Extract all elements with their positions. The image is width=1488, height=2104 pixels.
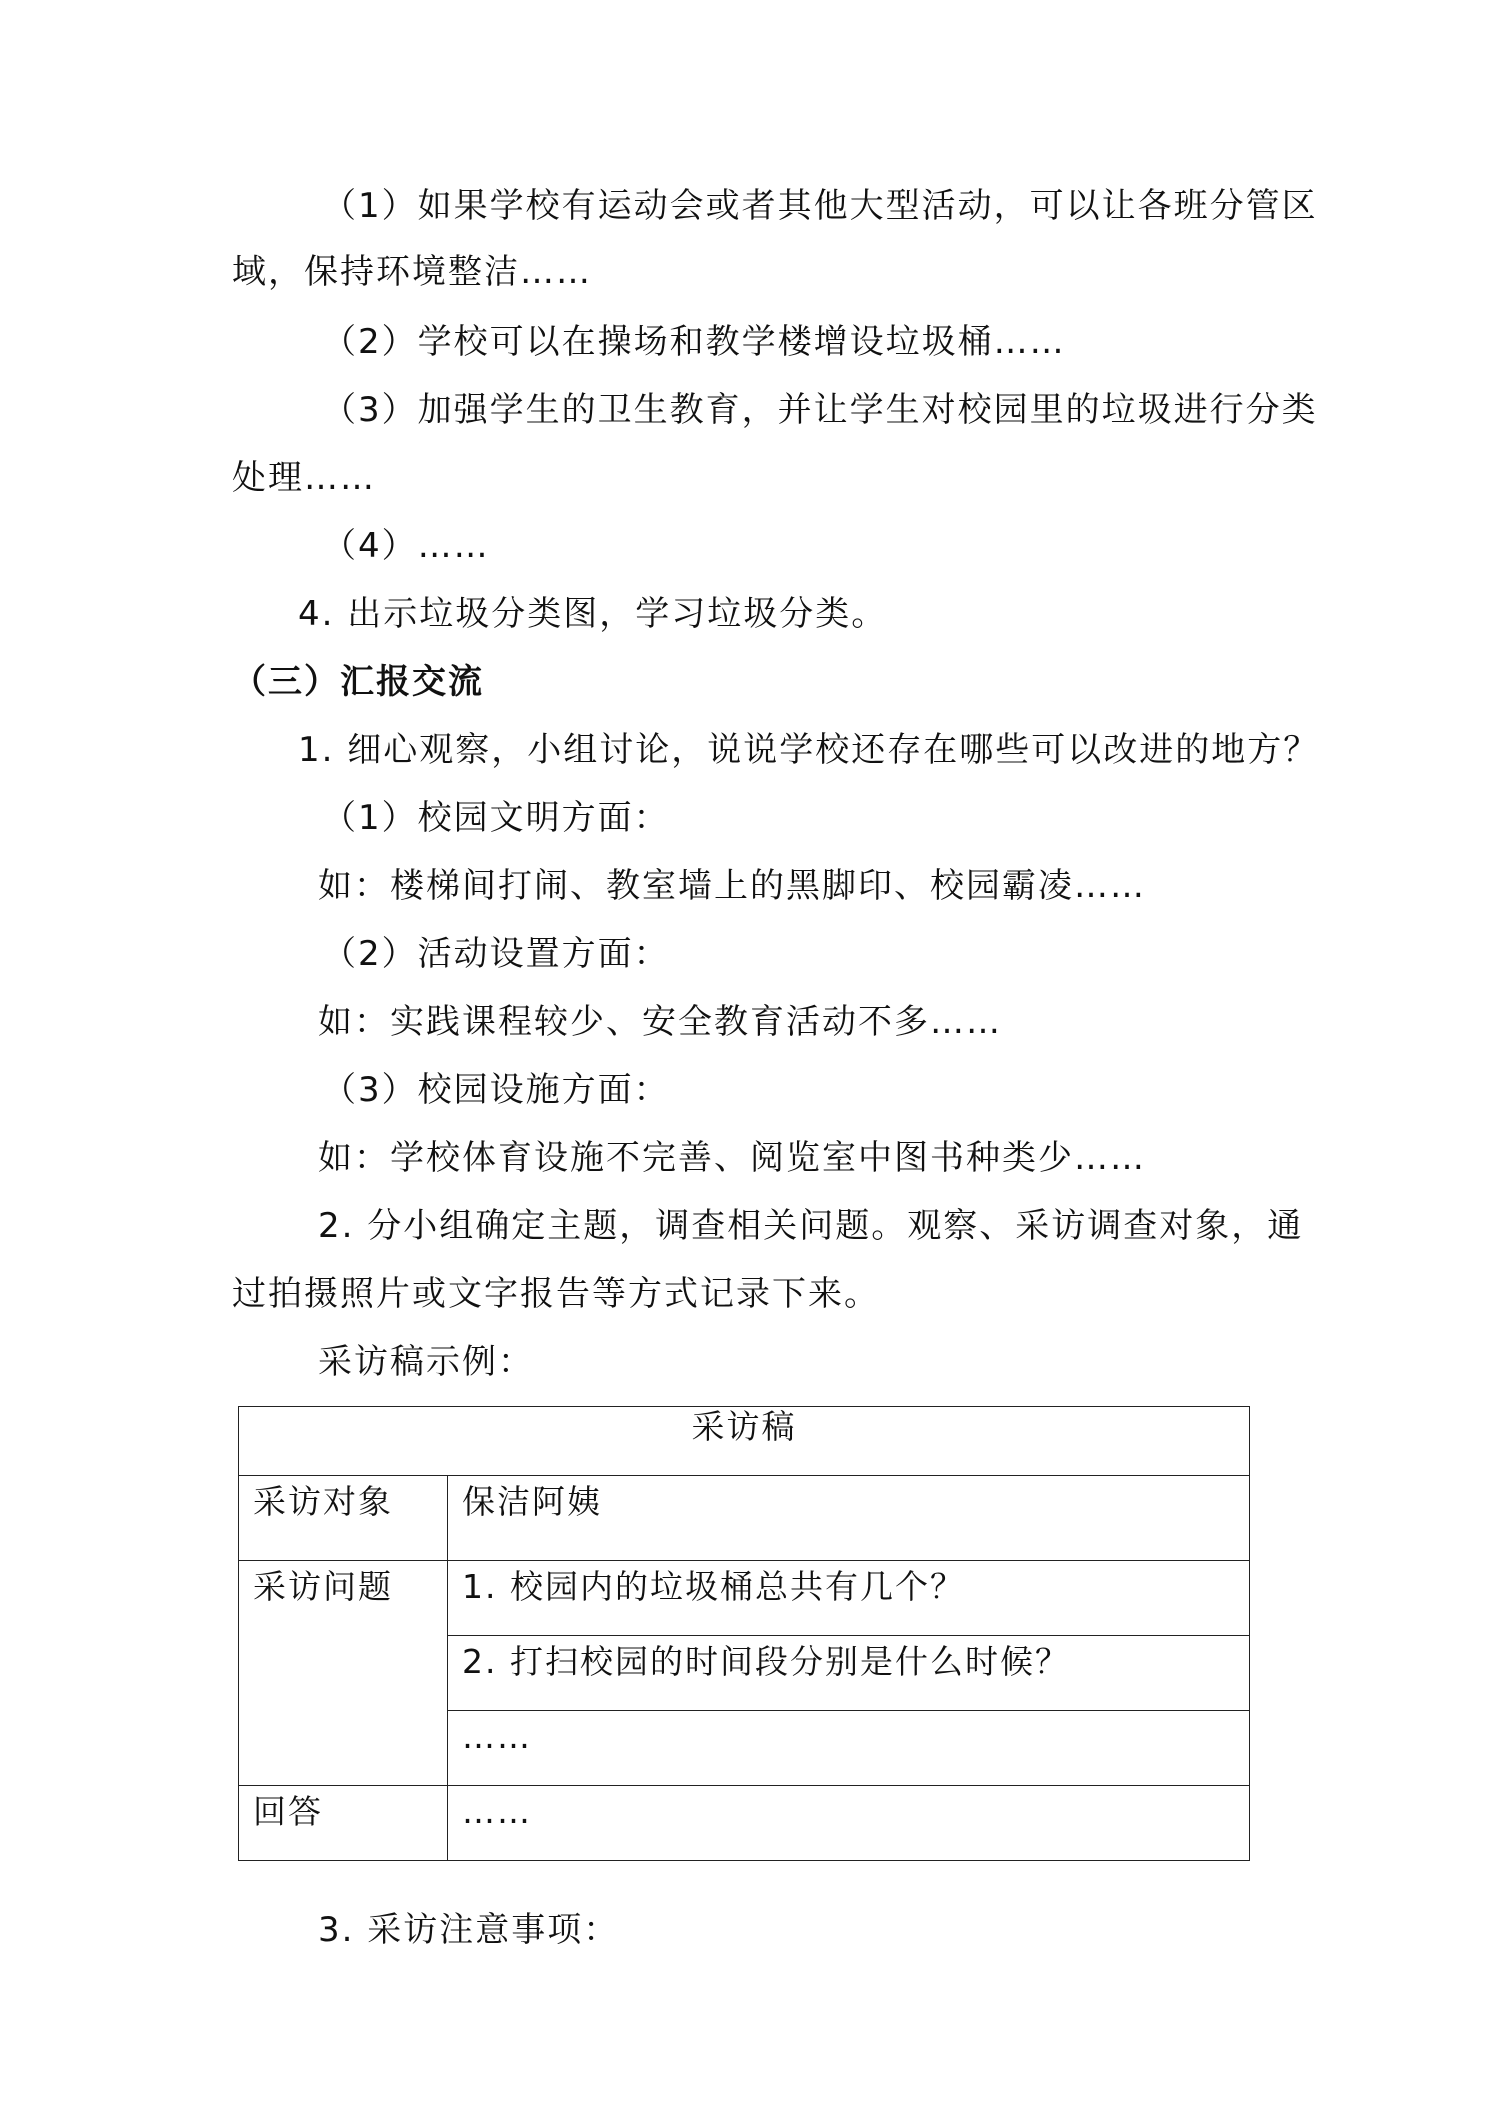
question-3: …… <box>448 1711 1250 1786</box>
sample-label: 采访稿示例： <box>318 1342 534 1382</box>
table-title: 采访稿 <box>239 1407 1250 1476</box>
item-1-a-example: 如：楼梯间打闹、教室墙上的黑脚印、校园霸凌…… <box>318 866 1146 906</box>
paragraph-p3-line1: （3）加强学生的卫生教育，并让学生对校园里的垃圾进行分类 <box>322 390 1318 430</box>
item-4: 4. 出示垃圾分类图，学习垃圾分类。 <box>298 594 888 634</box>
question-2: 2. 打扫校园的时间段分别是什么时候？ <box>448 1636 1250 1711</box>
subject-label: 采访对象 <box>239 1476 448 1561</box>
item-1-b-example: 如：实践课程较少、安全教育活动不多…… <box>318 1002 1002 1042</box>
item-3: 3. 采访注意事项： <box>318 1910 620 1950</box>
answer-label: 回答 <box>239 1786 448 1861</box>
subject-value: 保洁阿姨 <box>448 1476 1250 1561</box>
item-1-a: （1）校园文明方面： <box>322 798 670 838</box>
paragraph-p3-line2: 处理…… <box>232 458 376 498</box>
item-1-c: （3）校园设施方面： <box>322 1070 670 1110</box>
questions-label: 采访问题 <box>239 1561 448 1786</box>
paragraph-p2: （2）学校可以在操场和教学楼增设垃圾桶…… <box>322 322 1066 362</box>
table-title-row <box>239 1407 1250 1476</box>
paragraph-p1-line1: （1）如果学校有运动会或者其他大型活动，可以让各班分管区 <box>322 186 1318 226</box>
table-row-subject <box>239 1476 1250 1561</box>
item-1: 1. 细心观察，小组讨论，说说学校还存在哪些可以改进的地方？ <box>298 730 1320 770</box>
item-1-c-example: 如：学校体育设施不完善、阅览室中图书种类少…… <box>318 1138 1146 1178</box>
table-row-question-1 <box>239 1561 1250 1636</box>
interview-table <box>238 1406 1250 1861</box>
question-1: 1. 校园内的垃圾桶总共有几个？ <box>448 1561 1250 1636</box>
item-2-line2: 过拍摄照片或文字报告等方式记录下来。 <box>232 1274 880 1314</box>
answer-value: …… <box>448 1786 1250 1861</box>
section-heading: （三）汇报交流 <box>232 662 484 702</box>
table-row-answer <box>239 1786 1250 1861</box>
paragraph-p1-line2: 域，保持环境整洁…… <box>232 252 592 292</box>
item-2-line1: 2. 分小组确定主题，调查相关问题。观察、采访调查对象，通 <box>318 1206 1304 1246</box>
item-1-b: （2）活动设置方面： <box>322 934 670 974</box>
paragraph-p4: （4）…… <box>322 526 490 566</box>
